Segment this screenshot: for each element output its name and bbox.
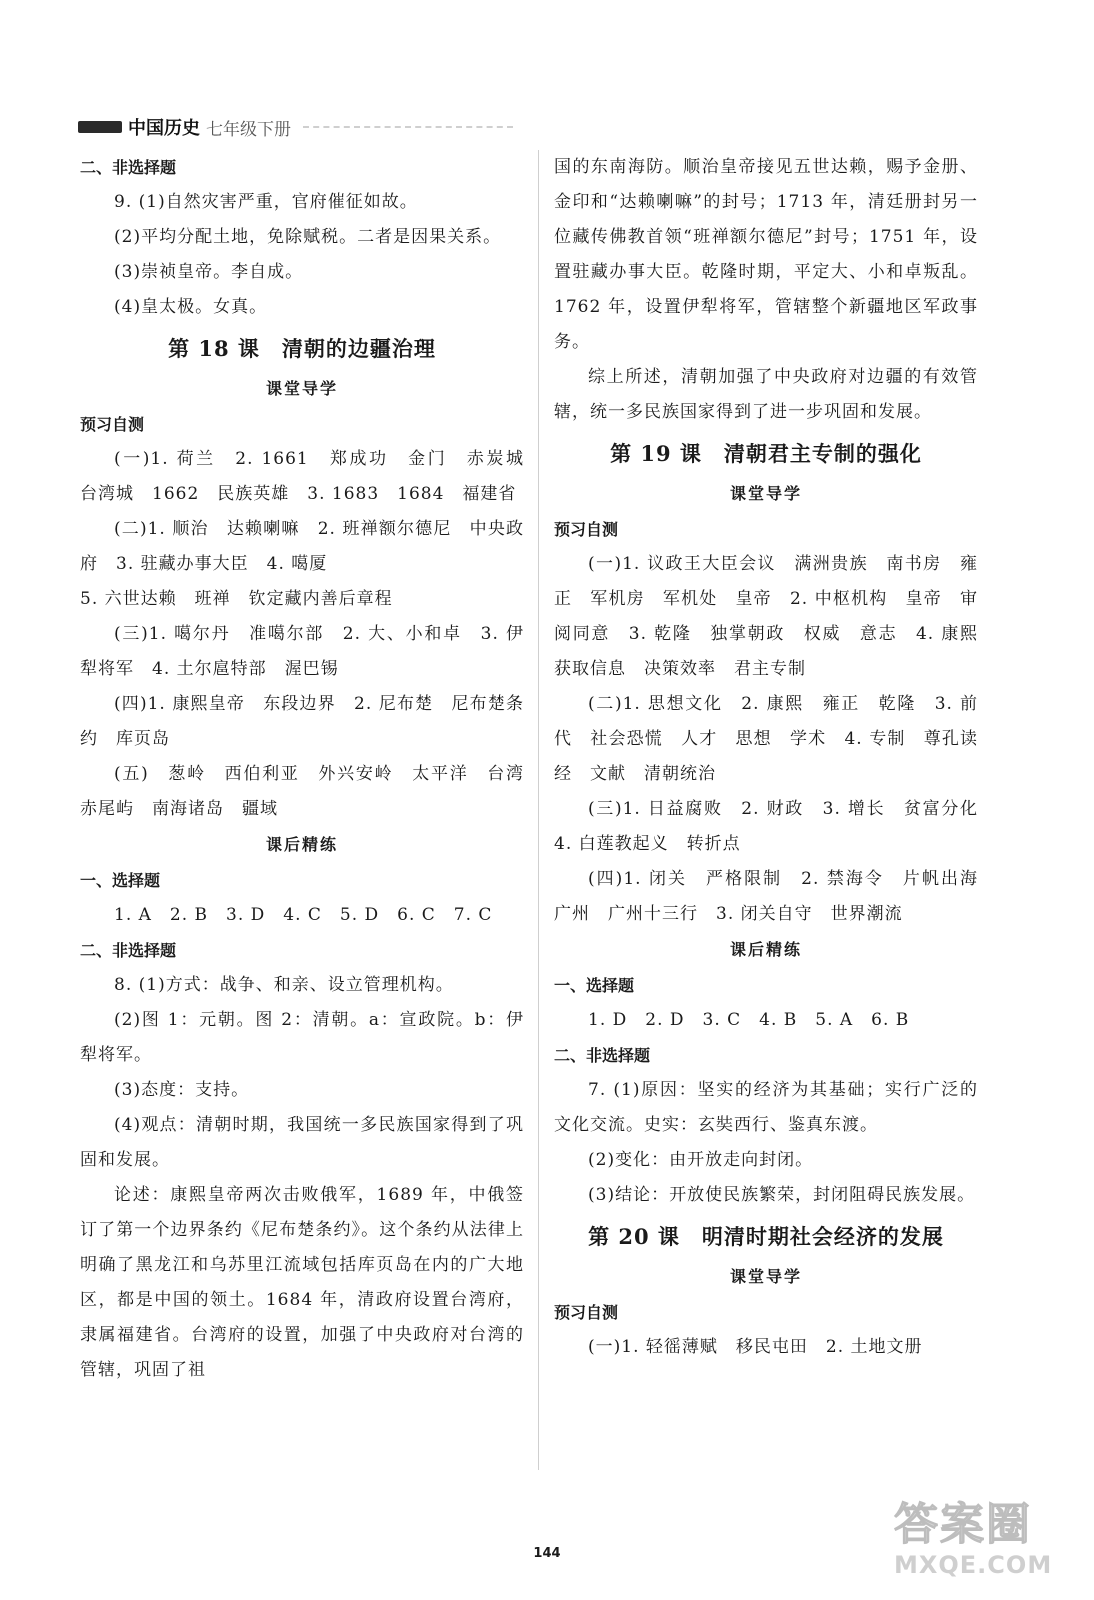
section-yuxi: 预习自测 (80, 415, 145, 434)
left-column (80, 150, 542, 1388)
answer-19-y1: (一)1. 议政王大臣会议 满洲贵族 南书房 雍正 军机房 军机处 皇帝 2. 中枢机构 皇帝 审阅同意 3. 乾隆 独掌朝政 权威 意志 4. 康熙 获取信息 决策效率 君主专制 (554, 554, 996, 679)
section-yuxi: 预习自测 (554, 520, 619, 539)
section-xuanze: 一、选择题 (80, 871, 161, 890)
answer-20-y1: (一)1. 轻徭薄赋 移民屯田 2. 土地文册 (588, 1337, 923, 1357)
answer-18-y4: (四)1. 康熙皇帝 东段边界 2. 尼布楚 尼布楚条约 库页岛 (80, 694, 524, 749)
book-subject-title: 中国历史 (128, 118, 200, 139)
section-xuanze: 一、选择题 (554, 976, 635, 995)
subheading-ketang: 课堂导学 (729, 1267, 802, 1286)
watermark-url: MXQE.COM (894, 1551, 1053, 1579)
header-dashed-line (303, 126, 513, 128)
right-column (554, 150, 996, 1365)
running-header (78, 112, 513, 142)
section-feixuanze: 二、非选择题 (80, 941, 177, 960)
answer-q9-4: (4)皇太极。女真。 (114, 297, 268, 317)
answer-19-choices: 1. D 2. D 3. C 4. B 5. A 6. B (588, 1010, 910, 1030)
answer-19-y4: (四)1. 闭关 严格限制 2. 禁海令 片帆出海 广州 广州十三行 3. 闭关自守 世界潮流 (554, 869, 996, 924)
answer-q8-4: (4)观点：清朝时期，我国统一多民族国家得到了巩固和发展。 (80, 1115, 524, 1170)
answer-q9-3: (3)崇祯皇帝。李自成。 (114, 262, 304, 282)
subheading-ketang: 课堂导学 (265, 379, 338, 398)
answer-q9-2: (2)平均分配土地，免除赋税。二者是因果关系。 (114, 227, 502, 247)
subheading-ketang: 课堂导学 (729, 484, 802, 503)
answer-q7-1: 7. (1)原因：坚实的经济为其基础；实行广泛的文化交流。史实：玄奘西行、鉴真东渡。 (554, 1080, 978, 1135)
answer-q8-2: (2)图 1：元朝。图 2：清朝。a：宣政院。b：伊犁将军。 (80, 1010, 524, 1065)
answer-18-y5: (五) 葱岭 西伯利亚 外兴安岭 太平洋 台湾 赤尾屿 南海诸岛 疆域 (80, 764, 542, 819)
section-feixuanze: 二、非选择题 (554, 1046, 651, 1065)
answer-18-choices: 1. A 2. B 3. D 4. C 5. D 6. C 7. C (114, 905, 493, 925)
book-grade-label: 七年级下册 (206, 119, 291, 140)
answer-18-y2: (二)1. 顺治 达赖喇嘛 2. 班禅额尔德尼 中央政府 3. 驻藏办事大臣 4. 噶厦 (80, 519, 524, 574)
header-bar-mark (78, 121, 122, 133)
answer-18-y1: (一)1. 荷兰 2. 1661 郑成功 金门 赤炭城 台湾城 1662 民族英雄 3. 1683 1684 福建省 (80, 449, 542, 504)
page-number: 144 (533, 1546, 561, 1561)
section-yuxi: 预习自测 (554, 1303, 619, 1322)
answer-q8-1: 8. (1)方式：战争、和亲、设立管理机构。 (114, 975, 454, 995)
answer-18-y2b: 5. 六世达赖 班禅 钦定藏内善后章程 (80, 589, 393, 609)
column-divider (538, 150, 539, 1470)
section-heading: 二、非选择题 (80, 158, 177, 177)
watermark-logo (894, 1500, 1084, 1592)
answer-q7-2: (2)变化：由开放走向封闭。 (588, 1150, 814, 1170)
answer-q8-3: (3)态度：支持。 (114, 1080, 250, 1100)
subheading-kehou: 课后精练 (729, 940, 802, 959)
lesson-19-title: 第 19 课 清朝君主专制的强化 (610, 441, 922, 466)
answer-19-y3: (三)1. 日益腐败 2. 财政 3. 增长 贫富分化 4. 白莲教起义 转折点 (554, 799, 996, 854)
answer-19-y2: (二)1. 思想文化 2. 康熙 雍正 乾隆 3. 前代 社会恐慌 人才 思想 学术 4. 专制 尊孔读经 文献 清朝统治 (554, 694, 978, 784)
answer-q7-3: (3)结论：开放使民族繁荣，封闭阻碍民族发展。 (588, 1185, 976, 1205)
answer-lunshu-continued: 国的东南海防。顺治皇帝接见五世达赖，赐予金册、金印和“达赖喇嘛”的封号；1713 年，清廷册封另一位藏传佛教首领“班禅额尔德尼”封号；1751 年，设置驻藏办事大臣。乾隆时期，平定大、小和卓叛乱。1762 年，设置伊犁将军，管辖整个新疆地区军政事务。 (554, 157, 978, 352)
answer-q9-1: 9. (1)自然灾害严重，官府催征如故。 (114, 192, 418, 212)
answer-18-y3: (三)1. 噶尔丹 准噶尔部 2. 大、小和卓 3. 伊犁将军 4. 土尔扈特部 渥巴锡 (80, 624, 524, 679)
answer-lunshu: 论述：康熙皇帝两次击败俄军，1689 年，中俄签订了第一个边界条约《尼布楚条约》。这个条约从法律上明确了黑龙江和乌苏里江流域包括库页岛在内的广大地区，都是中国的领土。1684 年，清政府设置台湾府，隶属福建省。台湾府的设置，加强了中央政府对台湾的管辖，巩固了祖 (80, 1185, 524, 1380)
answer-summary: 综上所述，清朝加强了中央政府对边疆的有效管辖，统一多民族国家得到了进一步巩固和发展。 (554, 367, 978, 422)
lesson-20-title: 第 20 课 明清时期社会经济的发展 (588, 1224, 944, 1249)
watermark-logo-text: 答案圈 (894, 1499, 1032, 1550)
subheading-kehou: 课后精练 (265, 835, 338, 854)
lesson-18-title: 第 18 课 清朝的边疆治理 (168, 336, 436, 361)
